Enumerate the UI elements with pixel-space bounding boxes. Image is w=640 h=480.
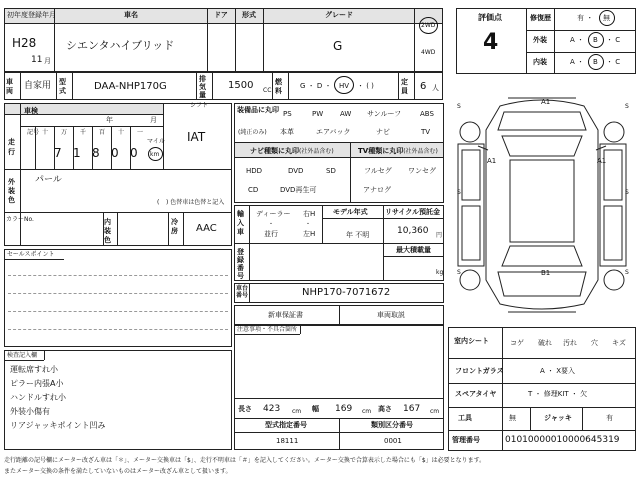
car-name-label: 車名 [124,11,138,19]
room-item: 汚れ [563,339,577,347]
capacity: 6 [420,81,427,92]
month-label: 月 [44,57,51,65]
shift-value: IAT [187,130,206,144]
repair-yes: 有 ・ [577,14,594,22]
interior-label: 内装 [533,58,547,66]
yen-unit: 円 [436,232,443,239]
windshield-label: フロントガラス [455,367,504,375]
equipment-item: 本革 [280,128,294,136]
model-code: DAA-NHP170G [94,81,167,92]
paren-open: ( [157,199,160,206]
ac-label: 冷房 [171,218,178,235]
repair-label: 修復歴 [530,14,551,22]
equipment-item: AW [340,110,352,118]
color-no-label: カラーNo. [6,216,34,223]
mileage-digit-header: 千 [80,129,87,136]
s-mark-3: S [457,189,461,196]
drive-4wd: 4WD [421,49,436,56]
registration-label: 登録番号 [237,248,244,280]
equipment-item: ABS [420,110,434,118]
s-mark-1: S [457,103,461,110]
s-mark-2: S [625,103,629,110]
recycle-label: リサイクル預託金 [385,208,441,216]
km-label: km [150,151,160,158]
mileage-digit-header: 一 [137,129,144,136]
model-year-value: 年 不明 [346,231,370,239]
inspection-note: 運転席すれ小 [10,365,58,374]
equipment-item: PW [312,110,324,118]
import-dot-1: ・ [268,221,275,228]
notes-label: 注意事項・不具合箇所 [237,326,298,333]
inspection-note: ハンドルすれ小 [10,393,66,402]
import-right: 右H [303,210,316,218]
height-value: 167 [403,404,421,414]
navi-option: CD [248,186,259,194]
inspection-month: 月 [150,116,157,124]
drive-2wd: 2WD [421,22,436,29]
tv-option: ワンセグ [408,167,436,175]
cc-unit: CC [263,87,272,94]
mileage-digit-header: 十 [42,129,49,136]
spare-label: スペアタイヤ [455,390,497,398]
inspection-note: ピラー内張A小 [10,379,64,388]
navi-option: DVD再生可 [280,186,317,194]
fuel-other: ・ ( ) [357,82,374,90]
sales-point-block [4,249,232,347]
s-mark-4: S [625,189,629,196]
navi-option: SD [326,167,336,175]
use-value: 自家用 [24,81,52,91]
import-label: 輸入車 [237,210,244,236]
import-dot-2: ・ [305,221,312,228]
model-type-label: 型式 [59,78,66,95]
navi-option: DVD [288,167,304,175]
windshield-value: A ・ X要入 [540,367,576,375]
s-mark-6: S [625,269,629,276]
mileage-digit: 0 [130,146,138,160]
car-name: シエンタハイブリッド [66,39,175,52]
equipment-item: PS [283,110,292,118]
interior-color-label: 内装色 [104,218,111,244]
fuel-selected: HV [339,82,350,90]
exterior-b: B [593,36,598,44]
damage-b1: B1 [541,269,551,277]
exterior-color-note: ) 色替車は色替と記入 [166,199,225,206]
mileage-digit-header: 百 [99,129,106,136]
equipment-item: ナビ [376,128,390,136]
score-label: 評価点 [478,13,502,22]
equipment-sub: (純正のみ) [238,129,267,136]
tv-option: アナログ [363,186,391,194]
length-label: 長さ [238,405,252,413]
height-label: 高さ [378,405,392,413]
model-year-label: モデル年式 [333,208,368,216]
mile-label: マイル [147,138,165,145]
mgmt-value: 010100000100006453​19 [505,435,620,445]
import-dealer: ディーラー [256,210,291,218]
sales-point-label: セールスポイント [7,251,55,258]
fuel-options: G ・ D ・ [300,82,332,90]
tv-option: フルセグ [364,167,392,175]
ac-value: AAC [196,223,217,234]
fuel-label: 燃料 [275,78,282,95]
type-designation: 18111 [276,437,299,445]
length-unit: cm [292,408,302,415]
grade-value: G [333,39,343,53]
s-mark-5: S [457,269,461,276]
jack-label: ジャッキ [544,414,572,422]
exterior-label: 外装 [533,36,547,44]
capacity-label: 定員 [401,78,408,95]
shift-label: シフト [190,102,209,109]
car-damage-diagram [448,90,636,320]
interior-a: A ・ [570,58,585,66]
exterior-c: ・ C [606,36,621,44]
manual: 車両取説 [377,311,405,319]
tv-label: TV種類に丸印(社外品含む) [358,147,438,155]
equipment-item: エアバック [316,128,351,136]
navi-label: ナビ種類に丸印(社外品含む) [250,147,334,155]
equipment-label: 装備品に丸印 [237,106,279,114]
mileage-label: 走行 [8,138,15,156]
mileage-digit: 1 [73,146,81,160]
interior-c: ・ C [606,58,621,66]
max-load-label: 最大積載量 [396,246,431,254]
footer-line-1: 走行距離の記号欄にメーター改ざん車は「＊」、メーター交換車は「$」、走行不明車は「＃」を記入してください。メーター交換で合算表示した場合にも「$」は必要となります。 [4,457,486,464]
capacity-unit: 人 [432,84,439,92]
mileage-digit-divider [35,127,36,169]
tools-label: 工具 [458,414,472,422]
type-designation-label: 型式指定番号 [265,421,307,429]
inspection-notes-label: 検査記入欄 [7,352,38,359]
door-label: ドア [214,11,228,19]
grade-label: グレード [325,11,353,19]
mileage-digit: 0 [111,146,119,160]
interior-b: B [593,58,598,66]
room-item: コゲ [510,339,524,347]
repair-no: 無 [603,14,610,22]
inspection-note: 外装小傷有 [10,407,50,416]
import-left: 左H [303,230,316,238]
length-value: 423 [263,404,281,414]
category-value: 0001 [384,437,402,445]
mileage-digit: 7 [54,146,62,160]
kg-unit: kg [436,269,444,276]
equipment-item: サンルーフ [367,110,402,118]
damage-a1-top: A1 [541,98,551,106]
first-reg-month: 11 [31,55,43,65]
mileage-digit-header: 十 [118,129,125,136]
navi-option: HDD [246,167,263,175]
width-value: 169 [335,404,353,414]
damage-a1-left: A1 [487,157,497,165]
damage-a1-right: A1 [597,157,607,165]
exterior-color-value: パール [35,175,62,185]
mileage-digit: 8 [92,146,100,160]
chassis-label: 車台番号 [236,285,249,299]
displacement-label: 排気量 [199,75,206,99]
model-label: 形式 [242,11,256,19]
room-item: キズ [612,339,626,347]
new-warranty: 新車保証書 [268,311,303,319]
vehicle-label: 車両 [6,78,13,95]
jack-value: 有 [606,414,613,422]
score-value: 4 [483,30,499,55]
room-item: 穴 [591,339,598,347]
exterior-color-label: 外装色 [8,178,15,204]
mileage-digit-header: 万 [61,129,68,136]
chassis-value: NHP170-7071672 [302,287,391,298]
inspection-date-label: 車検 [24,107,38,115]
recycle-value: 10,360 [397,226,429,236]
width-unit: cm [362,408,372,415]
room-label: 室内シート [454,337,489,345]
spare-value: T ・ 修理KIT ・ 欠 [528,390,588,398]
exterior-a: A ・ [570,36,585,44]
height-unit: cm [430,408,440,415]
category-label: 類別区分番号 [371,421,413,429]
tools-value: 無 [509,414,516,422]
classification-row [4,72,443,100]
displacement: 1500 [228,80,254,91]
inspection-year: 年 [106,116,113,124]
mileage-unit-label: 記号 [27,129,40,136]
first-reg-label: 初年度登録年月 [7,11,56,19]
footer-line-2: またメーター交換の条件を満たしていないものはメーター改ざん車として扱います。 [4,468,232,475]
room-item: 破れ [538,339,552,347]
mgmt-label: 管理番号 [452,436,480,444]
equipment-item: TV [421,128,431,136]
inspection-note: リアジャッキポイント凹み [10,421,106,430]
first-reg-year: H28 [12,36,37,50]
width-label: 幅 [312,405,319,413]
import-parallel: 並行 [264,230,278,238]
